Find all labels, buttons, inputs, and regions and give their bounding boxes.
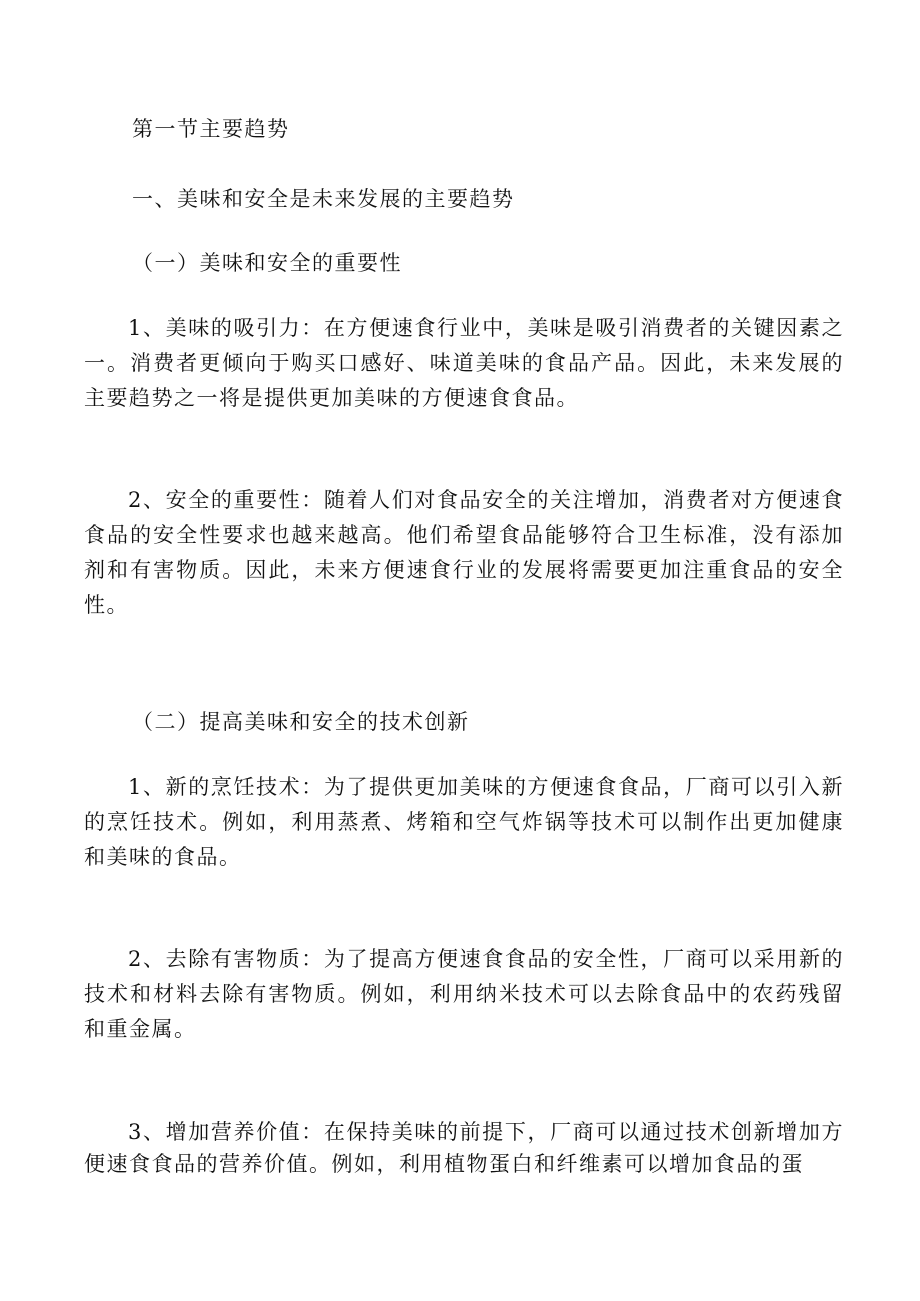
paragraph-1: 1、美味的吸引力：在方便速食行业中，美味是吸引消费者的关键因素之一。消费者更倾向于购买口感好、味道美味的食品产品。因此，未来发展的主要趋势之一将是提供更加美味的方便速食食品。 (84, 316, 844, 410)
section-title: 第一节主要趋势 (132, 117, 290, 141)
heading-1: 一、美味和安全是未来发展的主要趋势 (132, 187, 515, 211)
subheading-1: （一）美味和安全的重要性 (132, 251, 402, 275)
paragraph-5: 3、增加营养价值：在保持美味的前提下，厂商可以通过技术创新增加方便速食食品的营养价值。例如，利用植物蛋白和纤维素可以增加食品的蛋 (84, 1120, 844, 1176)
subheading-2: （二）提高美味和安全的技术创新 (132, 710, 470, 734)
paragraph-4: 2、去除有害物质：为了提高方便速食食品的安全性，厂商可以采用新的技术和材料去除有害物质。例如，利用纳米技术可以去除食品中的农药残留和重金属。 (84, 947, 844, 1041)
paragraph-2: 2、安全的重要性：随着人们对食品安全的关注增加，消费者对方便速食食品的安全性要求也越来越高。他们希望食品能够符合卫生标准，没有添加剂和有害物质。因此，未来方便速食行业的发展将需要更加注重食品的安全性。 (84, 488, 844, 617)
paragraph-3: 1、新的烹饪技术：为了提供更加美味的方便速食食品，厂商可以引入新的烹饪技术。例如，利用蒸煮、烤箱和空气炸锅等技术可以制作出更加健康和美味的食品。 (84, 775, 844, 869)
